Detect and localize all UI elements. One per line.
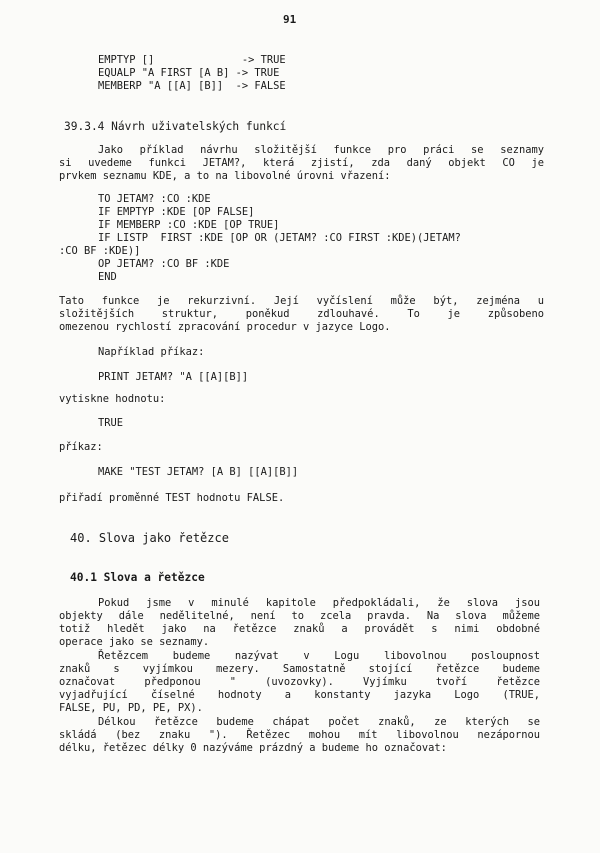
paragraph-line: Například příkaz: [98, 346, 205, 358]
paragraph-line: skládá (bez znaku "). Řetězec mohou mít libovolnou nezápornou [59, 729, 540, 741]
code-line: IF EMPTYP :KDE [OP FALSE] [98, 206, 255, 218]
code-line: TO JETAM? :CO :KDE [98, 193, 211, 205]
code-line: :CO BF :KDE)] [59, 245, 141, 257]
section-heading: 39.3.4 Návrh uživatelských funkcí [64, 120, 287, 133]
paragraph-line: Řetězcem budeme nazývat v Logu libovolnou posloupnost [98, 650, 540, 662]
paragraph-line: FALSE, PU, PD, PE, PX). [59, 702, 203, 714]
code-line: PRINT JETAM? "A [[A][B]] [98, 371, 249, 383]
code-line: TRUE [98, 417, 124, 429]
paragraph-line: si uvedeme funkci JETAM?, která zjistí, zda daný objekt CO je [59, 157, 544, 169]
paragraph-line: označovat předponou " (uvozovky). Vyjímku tvoří řetězce [59, 676, 540, 688]
paragraph-line: totiž hledět jako na řetězce znaků a provádět s nimi obdobné [59, 623, 540, 635]
paragraph-line: délku, řetězec délky 0 nazýváme prázdný a budeme ho označovat: [59, 742, 447, 754]
paragraph-line: vytiskne hodnotu: [59, 393, 166, 405]
paragraph-line: složitějších struktur, poněkud zdlouhavé. To je způsobeno [59, 308, 544, 320]
code-line: IF LISTP FIRST :KDE [OP OR (JETAM? :CO FIRST :KDE)(JETAM? [98, 232, 461, 244]
paragraph-line: Délkou řetězce budeme chápat počet znaků, ze kterých se [98, 716, 540, 728]
paragraph-line: omezenou rychlostí zpracování procedur v jazyce Logo. [59, 321, 391, 333]
code-line: OP JETAM? :CO BF :KDE [98, 258, 230, 270]
code-line: EQUALP "A FIRST [A B] -> TRUE [98, 67, 280, 79]
paragraph-line: příkaz: [59, 441, 103, 453]
paragraph-line: znaků s vyjímkou mezery. Samostatně stojící řetězce budeme [59, 663, 540, 675]
paragraph-line: prvkem seznamu KDE, a to na libovolné úrovni vřazení: [59, 170, 391, 182]
paragraph-line: objekty dále nedělitelné, není to zcela pravda. Na slova můžeme [59, 610, 540, 622]
chapter-heading: 40. Slova jako řetězce [70, 531, 229, 545]
paragraph-line: Jako příklad návrhu složitější funkce pro práci se seznamy [98, 144, 544, 156]
page-number: 91 [283, 13, 297, 26]
section-heading: 40.1 Slova a řetězce [70, 571, 205, 584]
paragraph-line: operace jako se seznamy. [59, 636, 210, 648]
paragraph-line: vyjadřující číselné hodnoty a konstanty jazyka Logo (TRUE, [59, 689, 540, 701]
paragraph-line: přiřadí proměnné TEST hodnotu FALSE. [59, 492, 285, 504]
code-line: MAKE "TEST JETAM? [A B] [[A][B]] [98, 466, 299, 478]
paragraph-line: Pokud jsme v minulé kapitole předpokládali, že slova jsou [98, 597, 540, 609]
paragraph-line: Tato funkce je rekurzivní. Její vyčíslení může být, zejména u [59, 295, 544, 307]
code-line: EMPTYP [] -> TRUE [98, 54, 286, 66]
code-line: MEMBERP "A [[A] [B]] -> FALSE [98, 80, 286, 92]
code-line: END [98, 271, 117, 283]
code-line: IF MEMBERP :CO :KDE [OP TRUE] [98, 219, 280, 231]
